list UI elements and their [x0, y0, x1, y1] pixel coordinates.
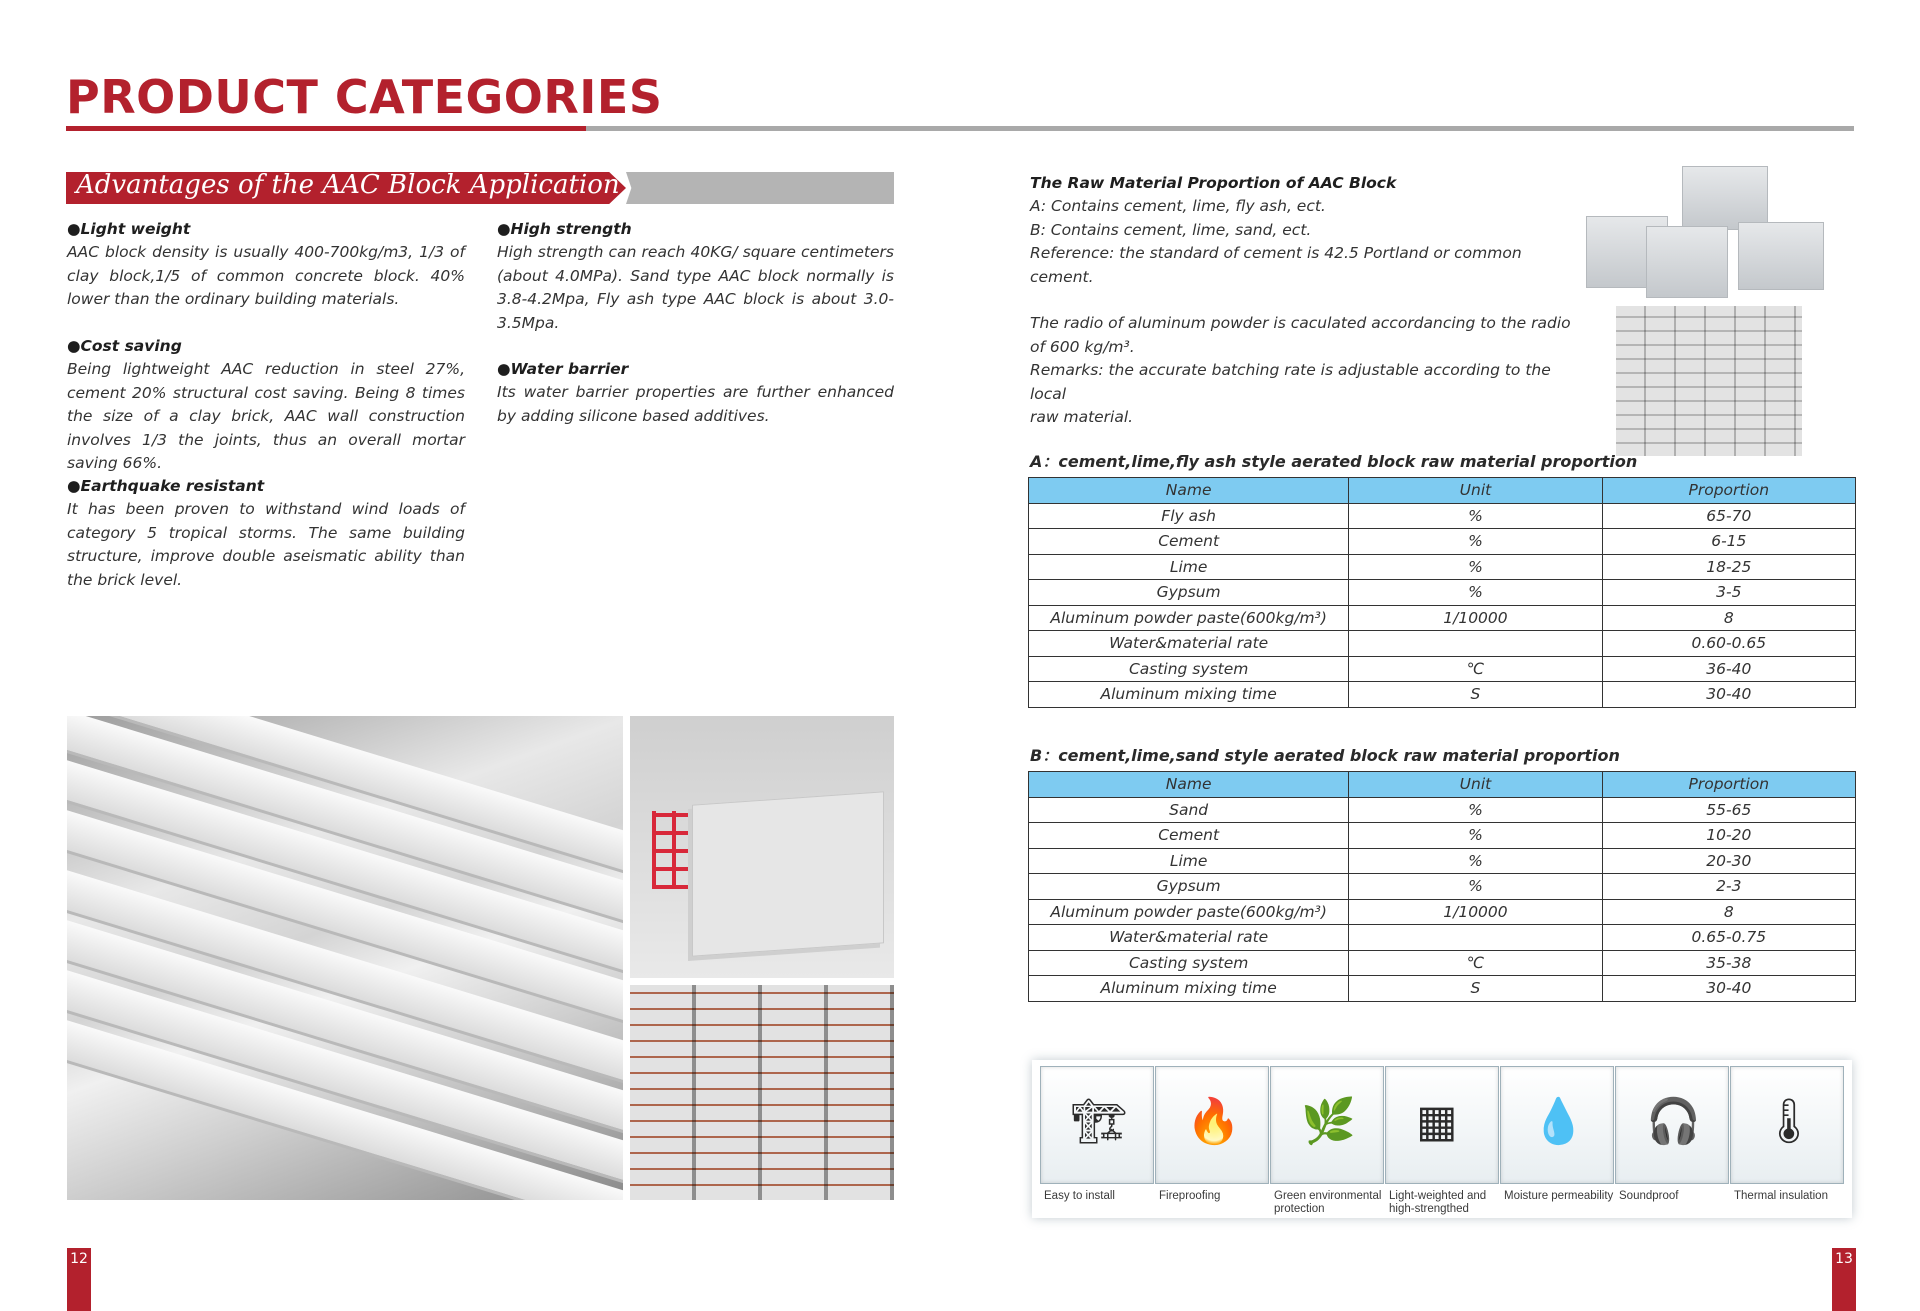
feature-tile [1155, 1066, 1269, 1184]
table-a-caption: A：cement,lime,fly ash style aerated block raw material proportion [1030, 452, 1638, 471]
table-row [1029, 976, 1856, 1002]
table-cell [1349, 631, 1602, 657]
table-row [1029, 529, 1856, 555]
table-cell: Aluminum powder paste(600kg/m³) [1029, 605, 1349, 631]
table-cell: Lime [1029, 848, 1349, 874]
feature-tile [1040, 1066, 1154, 1184]
section-banner-title: Advantages of the AAC Block Application [76, 170, 620, 200]
table-cell: % [1349, 529, 1602, 555]
advantage-text: AAC block density is usually 400-700kg/m3, 1/3 of clay block,1/5 of common concrete block. 40% lower than the ordinary building materials. [67, 243, 465, 309]
table-cell: 0.60-0.65 [1602, 631, 1855, 657]
table-row [1029, 631, 1856, 657]
advantage-heading: ●Cost saving [67, 337, 182, 355]
table-cell: 6-15 [1602, 529, 1855, 555]
table-header-cell: Unit [1349, 772, 1602, 798]
page-title: PRODUCT CATEGORIES [66, 70, 663, 124]
table-header-cell: Name [1029, 478, 1349, 504]
table-row [1029, 797, 1856, 823]
feature-label: Soundproof [1619, 1190, 1679, 1202]
raw-material-remarks-line2: raw material. [1030, 408, 1134, 427]
advantage-text: Its water barrier properties are further enhanced by adding silicone based additives. [497, 383, 894, 425]
table-row [1029, 682, 1856, 708]
table-cell: ℃ [1349, 950, 1602, 976]
table-cell: 10-20 [1602, 823, 1855, 849]
table-a-proportion [1028, 477, 1856, 708]
features-strip [1032, 1060, 1852, 1218]
feature-tile [1270, 1066, 1384, 1184]
section-banner-tail [626, 172, 894, 204]
table-cell: 20-30 [1602, 848, 1855, 874]
table-cell: Water&material rate [1029, 925, 1349, 951]
table-cell: Lime [1029, 554, 1349, 580]
advantage-heading: ●Earthquake resistant [67, 477, 265, 495]
table-cell: ℃ [1349, 656, 1602, 682]
table-row [1029, 925, 1856, 951]
table-b-caption: B：cement,lime,sand style aerated block raw material proportion [1030, 746, 1620, 765]
table-cell [1349, 925, 1602, 951]
table-row [1029, 605, 1856, 631]
feature-label: Moisture permeability [1504, 1190, 1614, 1202]
table-cell: 65-70 [1602, 503, 1855, 529]
feature-label: Easy to install [1044, 1190, 1115, 1202]
advantage-heading: ●Water barrier [497, 360, 629, 378]
aac-panels-photo [67, 716, 623, 1200]
table-cell: 18-25 [1602, 554, 1855, 580]
water-drop-icon: 💧 [1531, 1096, 1586, 1147]
advantage-light-weight [67, 218, 465, 312]
table-cell: 30-40 [1602, 976, 1855, 1002]
forklift-icon: 🏗 [1071, 1096, 1127, 1147]
table-row [1029, 848, 1856, 874]
table-cell: Fly ash [1029, 503, 1349, 529]
table-header-row [1029, 772, 1856, 798]
advantage-water-barrier [497, 358, 894, 428]
advantage-earthquake-resistant [67, 475, 465, 592]
table-cell: % [1349, 503, 1602, 529]
table-row [1029, 656, 1856, 682]
table-row [1029, 554, 1856, 580]
advantage-cost-saving [67, 335, 465, 475]
raw-material-radio-line2: of 600 kg/m³. [1030, 337, 1135, 356]
table-b-proportion [1028, 771, 1856, 1002]
table-cell: 8 [1602, 605, 1855, 631]
table-cell: Casting system [1029, 950, 1349, 976]
table-cell: 8 [1602, 899, 1855, 925]
feature-tile [1385, 1066, 1499, 1184]
page-number-left: 12 [67, 1248, 91, 1311]
table-cell: 30-40 [1602, 682, 1855, 708]
title-underline-red [66, 126, 586, 131]
table-cell: % [1349, 580, 1602, 606]
table-row [1029, 580, 1856, 606]
thermometer-icon: 🌡 [1761, 1096, 1817, 1147]
raw-material-radio-line1: The radio of aluminum powder is caculated accordancing to the radio [1030, 314, 1571, 333]
table-row [1029, 823, 1856, 849]
feature-tile [1500, 1066, 1614, 1184]
advantage-high-strength [497, 218, 894, 335]
table-cell: % [1349, 797, 1602, 823]
table-cell: % [1349, 823, 1602, 849]
table-cell: 36-40 [1602, 656, 1855, 682]
block-warehouse-photo [630, 985, 894, 1200]
advantage-heading: ●Light weight [67, 220, 191, 238]
raw-material-intro [1030, 172, 1580, 429]
table-cell: Casting system [1029, 656, 1349, 682]
aac-pallets-photo [1616, 306, 1802, 456]
table-cell: Sand [1029, 797, 1349, 823]
table-header-cell: Proportion [1602, 772, 1855, 798]
table-header-cell: Proportion [1602, 478, 1855, 504]
feature-label: Green environmental protection [1274, 1190, 1382, 1215]
table-cell: Gypsum [1029, 580, 1349, 606]
table-header-row [1029, 478, 1856, 504]
raw-material-line-a: A: Contains cement, lime, fly ash, ect. [1030, 197, 1326, 216]
feature-label: Fireproofing [1159, 1190, 1221, 1202]
raw-material-remarks-line1: Remarks: the accurate batching rate is adjustable according to the local [1030, 361, 1551, 403]
table-row [1029, 899, 1856, 925]
table-row [1029, 503, 1856, 529]
aac-blocks-photo [1586, 166, 1822, 296]
table-cell: 0.65-0.75 [1602, 925, 1855, 951]
table-header-cell: Name [1029, 772, 1349, 798]
table-cell: % [1349, 874, 1602, 900]
table-cell: 2-3 [1602, 874, 1855, 900]
advantage-text: Being lightweight AAC reduction in steel 27%, cement 20% structural cost saving. Being 8 times the size of a clay brick, AAC wall construction involves 1/3 the joints, thus an overall mortar saving 66%. [67, 360, 465, 473]
table-cell: 3-5 [1602, 580, 1855, 606]
headphones-icon: 🎧 [1646, 1096, 1701, 1147]
table-header-cell: Unit [1349, 478, 1602, 504]
raw-material-reference: Reference: the standard of cement is 42.5 Portland or common cement. [1030, 244, 1522, 286]
table-cell: 1/10000 [1349, 899, 1602, 925]
table-cell: Cement [1029, 823, 1349, 849]
feature-tile [1730, 1066, 1844, 1184]
table-cell: Gypsum [1029, 874, 1349, 900]
raw-material-line-b: B: Contains cement, lime, sand, ect. [1030, 220, 1312, 239]
leaf-icon: 🌿 [1301, 1096, 1356, 1147]
raw-material-title: The Raw Material Proportion of AAC Block [1030, 174, 1397, 192]
table-cell: S [1349, 682, 1602, 708]
table-cell: Water&material rate [1029, 631, 1349, 657]
table-cell: 55-65 [1602, 797, 1855, 823]
table-cell: % [1349, 554, 1602, 580]
page-number-right: 13 [1832, 1248, 1856, 1311]
table-cell: Aluminum mixing time [1029, 976, 1349, 1002]
feature-label: Light-weighted and high-strengthed [1389, 1190, 1487, 1215]
table-cell: Cement [1029, 529, 1349, 555]
feature-label: Thermal insulation [1734, 1190, 1828, 1202]
table-cell: S [1349, 976, 1602, 1002]
table-cell: 1/10000 [1349, 605, 1602, 631]
table-cell: % [1349, 848, 1602, 874]
table-cell: Aluminum powder paste(600kg/m³) [1029, 899, 1349, 925]
title-underline-gray [586, 126, 1854, 131]
advantage-text: High strength can reach 40KG/ square centimeters (about 4.0MPa). Sand type AAC block normally is 3.8-4.2Mpa, Fly ash type AAC block is about 3.0-3.5Mpa. [497, 243, 894, 332]
table-row [1029, 874, 1856, 900]
feature-tile [1615, 1066, 1729, 1184]
advantage-heading: ●High strength [497, 220, 632, 238]
fire-icon: 🔥 [1186, 1096, 1241, 1147]
table-cell: Aluminum mixing time [1029, 682, 1349, 708]
table-row [1029, 950, 1856, 976]
reinforced-panel-photo [630, 716, 894, 978]
blocks-icon: ▦ [1416, 1096, 1458, 1147]
advantage-text: It has been proven to withstand wind loads of category 5 tropical storms. The same building structure, improve double aseismatic ability than the brick level. [67, 500, 465, 589]
table-cell: 35-38 [1602, 950, 1855, 976]
